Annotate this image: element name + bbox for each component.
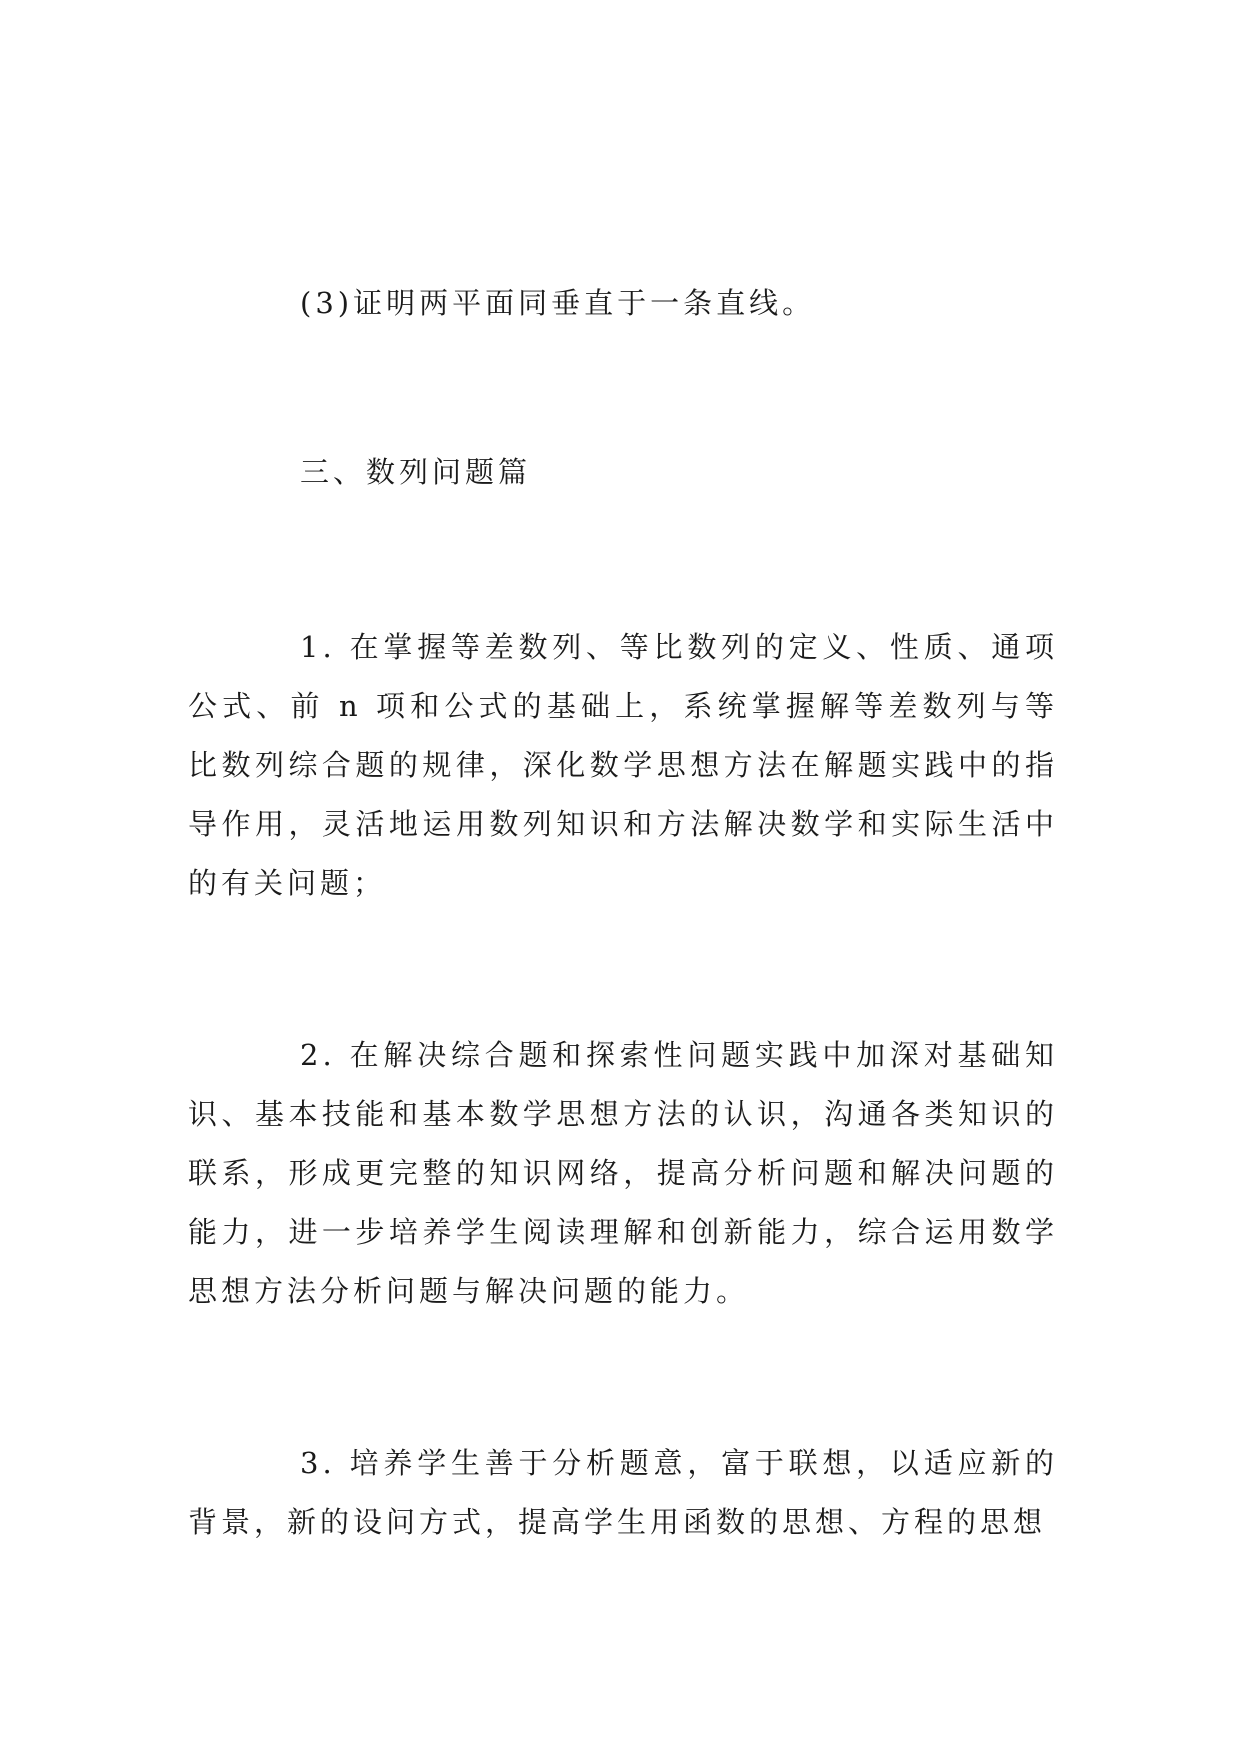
- item-3-text: (3)证明两平面同垂直于一条直线。: [300, 286, 816, 320]
- paragraph-3: 3. 培养学生善于分析题意，富于联想，以适应新的背景，新的设问方式，提高学生用函数的思想、方程的思想: [188, 1446, 1058, 1539]
- section-heading: 三、数列问题篇: [300, 455, 532, 489]
- paragraph-1: 1. 在掌握等差数列、等比数列的定义、性质、通项公式、前 n 项和公式的基础上，系统掌握解等差数列与等比数列综合题的规律，深化数学思想方法在解题实践中的指导作用，灵活地运用数列知识和方法解决数学和实际生活中的有关问题；: [188, 630, 1058, 900]
- paragraph-2: 2. 在解决综合题和探索性问题实践中加深对基础知识、基本技能和基本数学思想方法的认识，沟通各类知识的联系，形成更完整的知识网络，提高分析问题和解决问题的能力，进一步培养学生阅读理解和创新能力，综合运用数学思想方法分析问题与解决问题的能力。: [188, 1038, 1058, 1308]
